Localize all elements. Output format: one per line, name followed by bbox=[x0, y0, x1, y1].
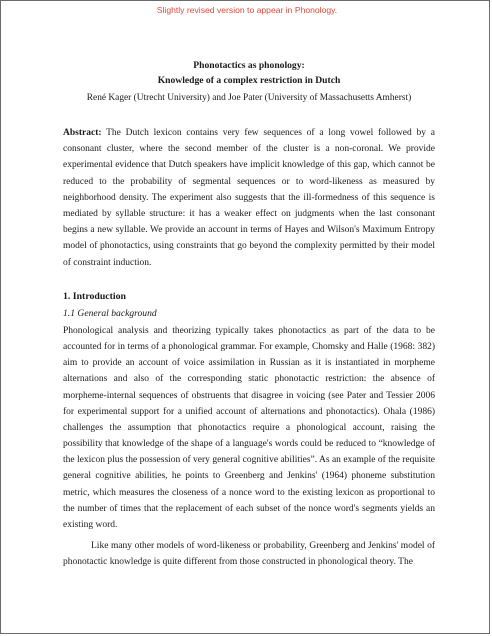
abstract bbox=[63, 125, 435, 271]
abstract-text: The Dutch lexicon contains very few sequences of a long vowel followed by a consonant cluster, where the second member of the cluster is a non-coronal. We provide experimental evidence that Dutch speakers have implicit knowledge of this gap, which cannot be reduced to the probability of segmental sequences or to word-likeness as measured by neighborhood density. The experiment also suggests that the ill-formedness of this sequence is mediated by syllable structure: it has a weaker effect on judgments when the last consonant begins a new syllable. We provide an account in terms of Hayes and Wilson's Maximum Entropy model of phonotactics, using constraints that go beyond the complexity permitted by their model of constraint induction. bbox=[63, 128, 435, 268]
author-line: René Kager (Utrecht University) and Joe Pater (University of Massachusetts Amherst) bbox=[86, 93, 412, 103]
revision-notice: Slightly revised version to appear in Phonology. bbox=[156, 5, 338, 15]
paragraph-1: Phonological analysis and theorizing typically takes phonotactics as part of the data to be accounted for in terms of a phonological grammar. For example, Chomsky and Halle (1968: 382) aim to provide an account of voice assimilation in Russian as it is instantiated in morpheme alternations and also of the corresponding static phonotactic restriction: the absence of morpheme-internal sequences of obstruents that disagree in voicing (see Pater and Tessier 2006 for experimental support for a unified account of alternations and phonotactics). Ohala (1986) challenges the assumption that phonotactics require a phonological account, raising the possibility that knowledge of the shape of a language's words could be reduced to “knowledge of the lexicon plus the possession of very general cognitive abilities”. As an example of the requisite general cognitive abilities, he points to Greenberg and Jenkins' (1964) phoneme substitution metric, which measures the closeness of a nonce word to the existing lexicon as proportional to the number of times that the replacement of each subset of the nonce word's segments yields an existing word. bbox=[63, 326, 435, 530]
abstract-label: Abstract: bbox=[63, 128, 102, 138]
paper-title bbox=[63, 58, 435, 88]
title-line-1: Phonotactics as phonology: bbox=[193, 60, 305, 71]
subsection-heading: 1.1 General background bbox=[63, 308, 157, 319]
title-line-2: Knowledge of a complex restriction in Dutch bbox=[157, 75, 341, 86]
section-heading: 1. Introduction bbox=[63, 291, 126, 302]
body-text bbox=[63, 323, 435, 575]
paragraph-2: Like many other models of word-likeness or probability, Greenberg and Jenkins' model of phonotactic knowledge is quite different from those constructed in phonological theory. The bbox=[63, 541, 435, 568]
